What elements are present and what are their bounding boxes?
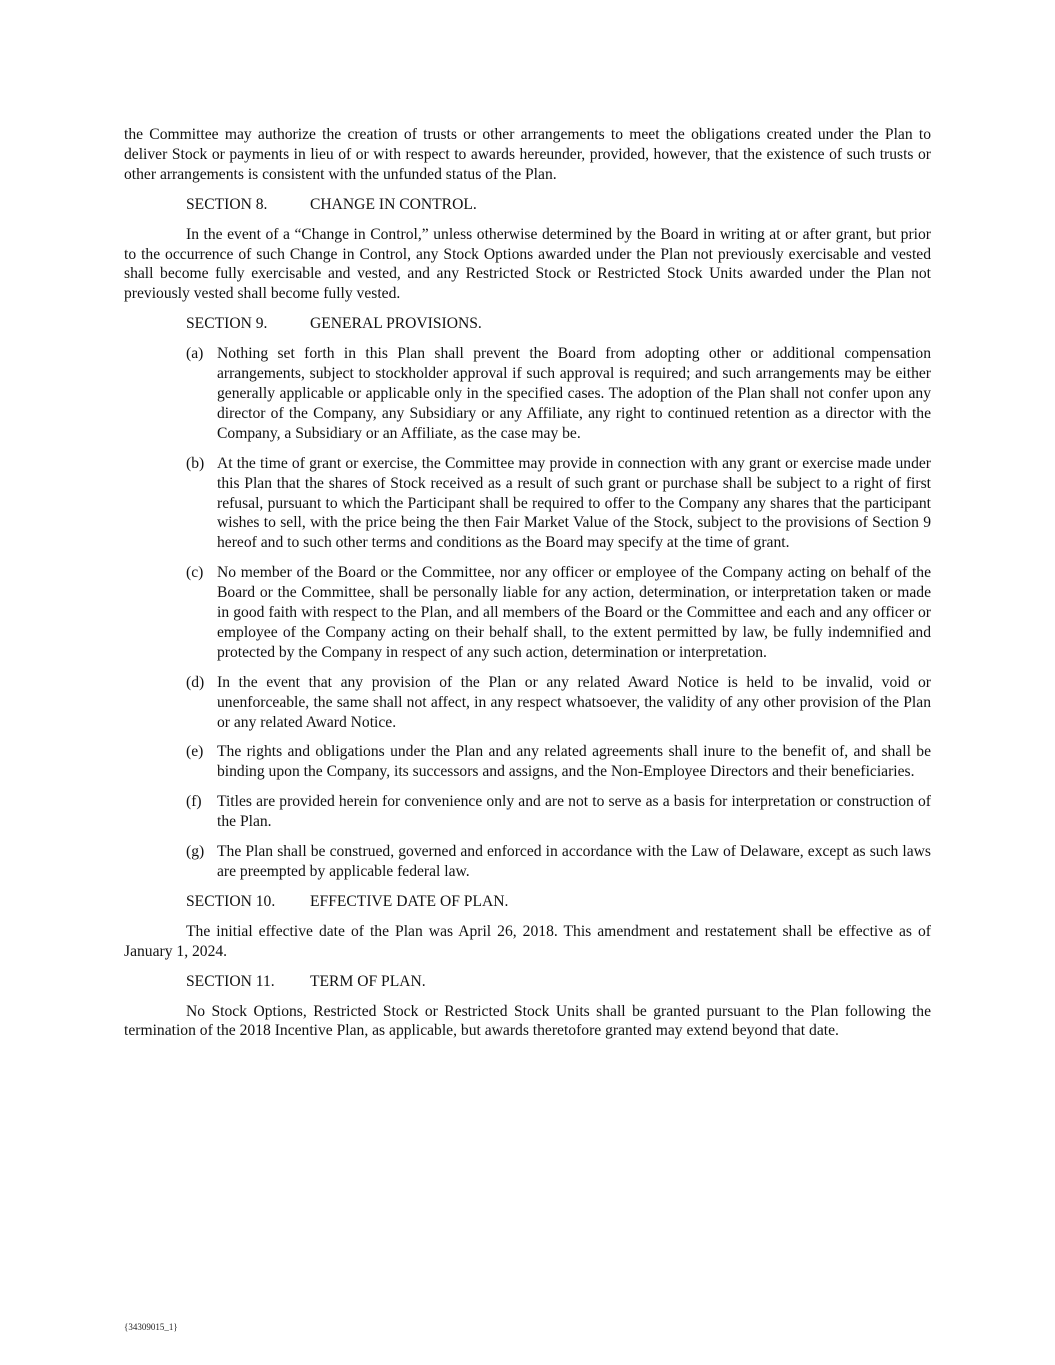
provision-g [186, 842, 931, 882]
provision-b [186, 454, 931, 554]
provision-text: The rights and obligations under the Plan and any related agreements shall inure to the benefit of, and shall be binding upon the Company, its successors and assigns, and the Non-Employee Directors and their beneficiaries. [217, 743, 931, 781]
section-title: EFFECTIVE DATE OF PLAN. [310, 892, 509, 910]
section-number: SECTION 9. [186, 315, 268, 333]
section-number: SECTION 11. [186, 972, 275, 990]
provision-text: In the event that any provision of the Plan or any related Award Notice is held to be invalid, void or unenforceable, the same shall not affect, in any respect whatsoever, the validity of any other provision of the Plan or any related Award Notice. [217, 673, 931, 731]
document-page [124, 125, 931, 1051]
section-title: TERM OF PLAN. [310, 972, 426, 990]
provision-text: The Plan shall be construed, governed and enforced in accordance with the Law of Delaware, except as such laws are preempted by applicable federal law. [217, 843, 931, 880]
section-11-heading [186, 972, 931, 992]
provision-text: Titles are provided herein for convenience only and are not to serve as a basis for interpretation or construction of the Plan. [217, 793, 931, 831]
section-title: CHANGE IN CONTROL. [310, 195, 477, 213]
provision-label: (g) [186, 843, 205, 861]
section-number: SECTION 10. [186, 892, 276, 910]
provision-text: No member of the Board or the Committee, nor any officer or employee of the Company acting on behalf of the Board or the Committee, shall be personally liable for any action, determination, or interpretation taken or made in good faith with respect to the Plan, and all members of the Board or the Committee and each and any officer or employee of the Company acting on their behalf shall, to the extent permitted by law, be fully indemnified and protected by the Company in respect of any such action, determination or interpretation. [217, 564, 931, 661]
provision-label: (b) [186, 454, 205, 472]
provision-text: At the time of grant or exercise, the Committee may provide in connection with any grant or exercise made under this Plan that the shares of Stock received as a result of such grant or purchase shall be subject to a right of first refusal, pursuant to which the Participant shall be required to offer to the Company any shares that the participant wishes to sell, with the price being the then Fair Market Value of the Stock, subject to the provisions of Section 9 hereof and to such other terms and conditions as the Board may specify at the time of grant. [217, 454, 931, 552]
provision-a [186, 344, 931, 444]
provision-label: (c) [186, 564, 204, 582]
provision-label: (e) [186, 743, 204, 761]
provision-f [186, 792, 931, 832]
provision-label: (a) [186, 345, 204, 363]
section-title: GENERAL PROVISIONS. [310, 315, 482, 333]
section-10-heading [186, 892, 931, 912]
section-10-paragraph: The initial effective date of the Plan was April 26, 2018. This amendment and restatement shall be effective as of January 1, 2024. [124, 922, 931, 960]
provision-d [186, 673, 931, 733]
section-8-paragraph: In the event of a “Change in Control,” unless otherwise determined by the Board in writing at or after grant, but prior to the occurrence of such Change in Control, any Stock Options awarded under the Plan not previously exercisable and vested shall become fully exercisable and vested, and any Restricted Stock or Restricted Stock Units awarded under the Plan not previously vested shall become fully vested. [124, 225, 931, 303]
section-number: SECTION 8. [186, 195, 268, 213]
section-11-paragraph: No Stock Options, Restricted Stock or Restricted Stock Units shall be granted pursuant to the Plan following the termination of the 2018 Incentive Plan, as applicable, but awards theretofore granted may extend beyond that date. [124, 1002, 931, 1040]
section-9-heading [186, 314, 931, 334]
provision-label: (f) [186, 793, 202, 811]
provision-c [186, 563, 931, 663]
document-id-footer: {34309015_1} [124, 1322, 178, 1332]
provision-text: Nothing set forth in this Plan shall prevent the Board from adopting other or additional compensation arrangements, subject to stockholder approval if such approval is required; and such arrangements may be either generally applicable or applicable only in the specified cases. The adoption of the Plan shall not confer upon any director of the Company, any Subsidiary or any Affiliate, any right to continued retention as a director with the Company, a Subsidiary or an Affiliate, as the case may be. [217, 345, 931, 442]
intro-paragraph: the Committee may authorize the creation of trusts or other arrangements to meet the obligations created under the Plan to deliver Stock or payments in lieu of or with respect to awards hereunder, provided, however, that the existence of such trusts or other arrangements is consistent with the unfunded status of the Plan. [124, 126, 931, 183]
section-8-heading [186, 195, 931, 215]
provision-e [186, 742, 931, 782]
provision-label: (d) [186, 673, 205, 691]
